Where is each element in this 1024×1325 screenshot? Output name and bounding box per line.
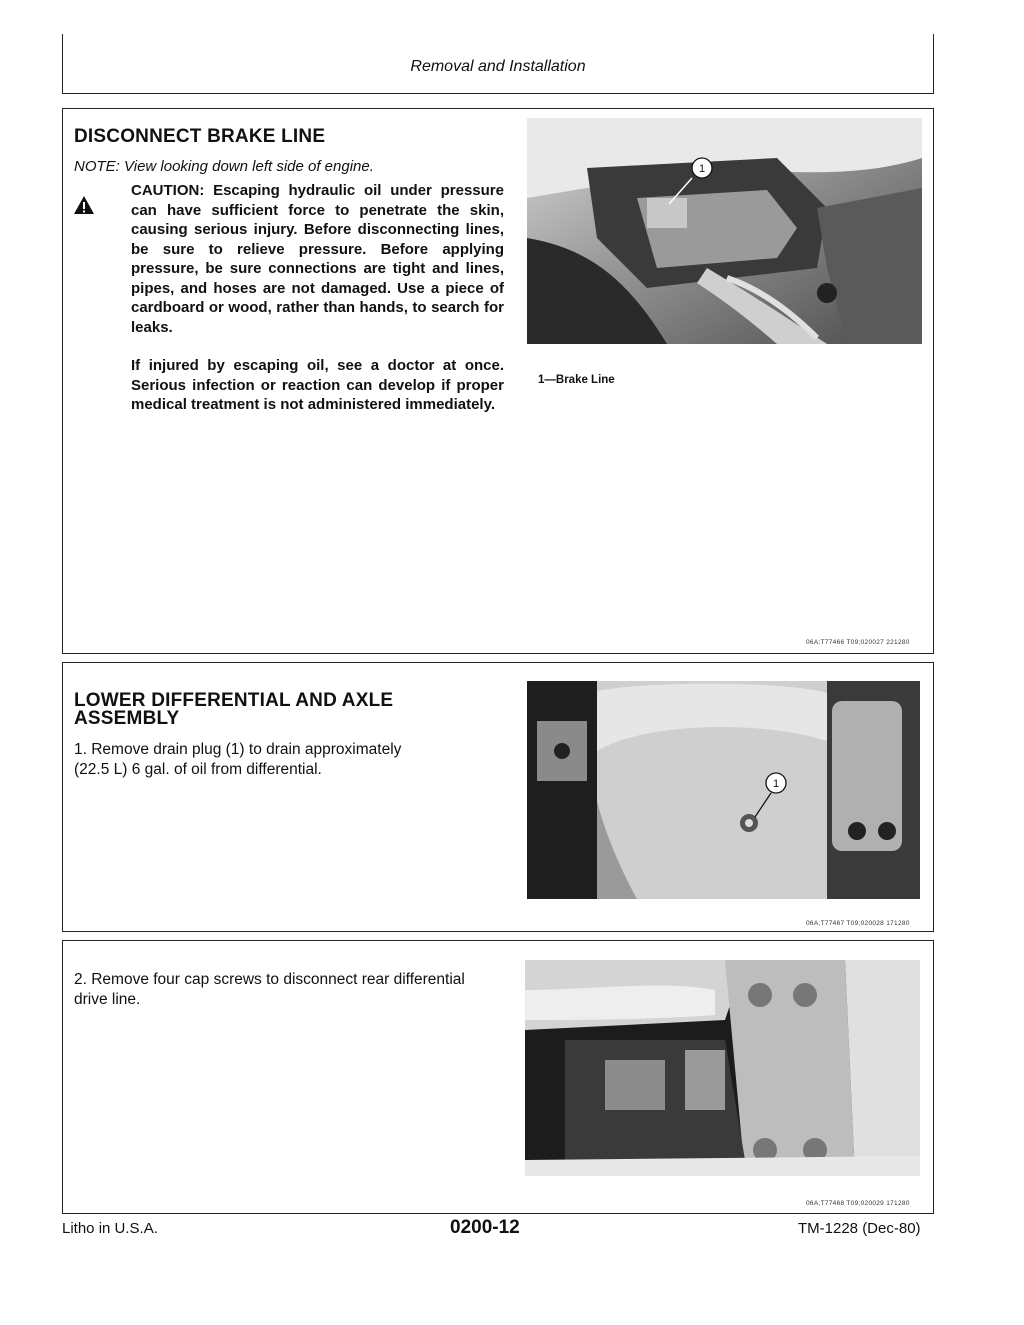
section-heading: DISCONNECT BRAKE LINE <box>74 126 326 147</box>
warning-triangle-icon <box>73 195 95 215</box>
image-code: 06A;T77468 T09;020029 171280 <box>806 1200 910 1207</box>
image-code: 06A;T77466 T09;020027 221280 <box>806 639 910 646</box>
differential-photo <box>527 681 920 899</box>
caution-text: CAUTION: Escaping hydraulic oil under pressure can have sufficient force to penetrate the skin, causing serious injury. Before disconnecting lines, be sure to relieve pressure. Before applying pressure, be sure connections are tight and lines, pipes, and hoses are not damaged. Use a piece of cardboard or wood, rather than hands, to search for leaks. <box>131 182 504 336</box>
section-heading-line1: LOWER DIFFERENTIAL AND AXLE <box>74 690 394 711</box>
footer-right: TM-1228 (Dec-80) <box>798 1220 921 1237</box>
step-1-line1: 1. Remove drain plug (1) to drain approximately <box>74 741 402 758</box>
note-text: NOTE: View looking down left side of engine. <box>74 158 374 175</box>
injury-warning-text: If injured by escaping oil, see a doctor at once. Serious infection or reaction can develop if proper medical treatment is not administered immediately. <box>131 357 504 413</box>
step-1-line2: (22.5 L) 6 gal. of oil from differential. <box>74 761 322 778</box>
drive-line-photo <box>525 960 920 1176</box>
header-title: Removal and Installation <box>410 58 586 75</box>
section-heading-line2: ASSEMBLY <box>74 708 180 729</box>
callout-1: 1 <box>698 163 706 175</box>
footer-left: Litho in U.S.A. <box>62 1220 158 1237</box>
brake-line-photo <box>527 118 922 344</box>
image-code: 06A;T77467 T09;020028 171280 <box>806 920 910 927</box>
step-2-line1: 2. Remove four cap screws to disconnect rear differential <box>74 971 465 988</box>
page-number: 0200-12 <box>450 1217 520 1238</box>
photo-caption: 1—Brake Line <box>538 374 615 386</box>
page-header <box>62 34 934 94</box>
callout-1: 1 <box>772 778 780 790</box>
step-2-line2: drive line. <box>74 991 141 1008</box>
